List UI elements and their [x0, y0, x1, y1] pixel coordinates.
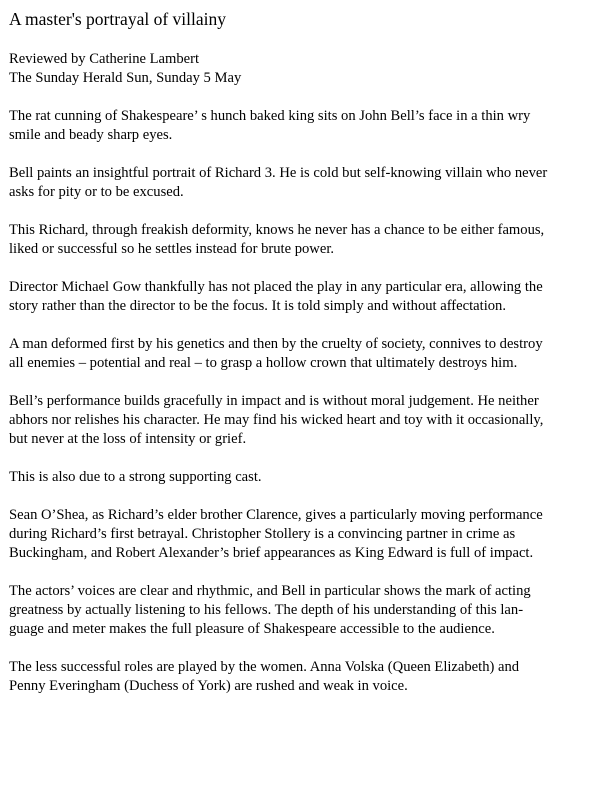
paragraph-line: story rather than the director to be the focus. It is told simply and without affectation.	[9, 298, 507, 314]
paragraph-line: guage and meter makes the full pleasure of Shakespeare accessible to the audience.	[9, 621, 495, 637]
article-paragraph	[9, 164, 599, 202]
article	[9, 8, 599, 715]
article-paragraph	[9, 107, 599, 145]
paragraph-line: This Richard, through freakish deformity, knows he never has a chance to be either famous,	[9, 222, 545, 238]
paragraph-line: Sean O’Shea, as Richard’s elder brother Clarence, gives a particularly moving performance	[9, 507, 543, 523]
paragraph-line: The less successful roles are played by the women. Anna Volska (Queen Elizabeth) and	[9, 659, 520, 675]
article-paragraph	[9, 335, 599, 373]
reviewer-line: Reviewed by Catherine Lambert	[9, 51, 200, 67]
paragraph-line: Bell’s performance builds gracefully in impact and is without moral judgement. He neither	[9, 393, 539, 409]
paragraph-line: asks for pity or to be excused.	[9, 184, 184, 200]
article-paragraph	[9, 468, 599, 487]
article-paragraph	[9, 392, 599, 449]
paragraph-line: liked or successful so he settles instead for brute power.	[9, 241, 335, 257]
paragraph-line: The rat cunning of Shakespeare’ s hunch baked king sits on John Bell’s face in a thin wry	[9, 108, 531, 124]
paragraph-line: smile and beady sharp eyes.	[9, 127, 173, 143]
paragraph-line: Director Michael Gow thankfully has not placed the play in any particular era, allowing the	[9, 279, 543, 295]
paragraph-line: but never at the loss of intensity or grief.	[9, 431, 247, 447]
article-paragraph	[9, 658, 599, 696]
paragraph-line: abhors nor relishes his character. He may find his wicked heart and toy with it occasionally,	[9, 412, 544, 428]
paragraph-line: greatness by actually listening to his fellows. The depth of his understanding of this lan-	[9, 602, 524, 618]
byline	[9, 50, 599, 88]
paragraph-line: all enemies – potential and real – to grasp a hollow crown that ultimately destroys him.	[9, 355, 518, 371]
paragraph-line: The actors’ voices are clear and rhythmic, and Bell in particular shows the mark of acting	[9, 583, 531, 599]
paragraph-line: Bell paints an insightful portrait of Richard 3. He is cold but self-knowing villain who never	[9, 165, 548, 181]
publication-line: The Sunday Herald Sun, Sunday 5 May	[9, 70, 242, 86]
article-paragraph	[9, 582, 599, 639]
paragraph-line: A man deformed first by his genetics and then by the cruelty of society, connives to destroy	[9, 336, 543, 352]
article-paragraph	[9, 221, 599, 259]
paragraph-line: This is also due to a strong supporting cast.	[9, 469, 262, 485]
paragraph-line: Penny Everingham (Duchess of York) are rushed and weak in voice.	[9, 678, 408, 694]
article-paragraph	[9, 506, 599, 563]
article-paragraph	[9, 278, 599, 316]
article-body	[9, 107, 599, 696]
article-title: A master's portrayal of villainy	[9, 9, 226, 29]
paragraph-line: during Richard’s first betrayal. Christopher Stollery is a convincing partner in crime as	[9, 526, 516, 542]
paragraph-line: Buckingham, and Robert Alexander’s brief appearances as King Edward is full of impact.	[9, 545, 534, 561]
